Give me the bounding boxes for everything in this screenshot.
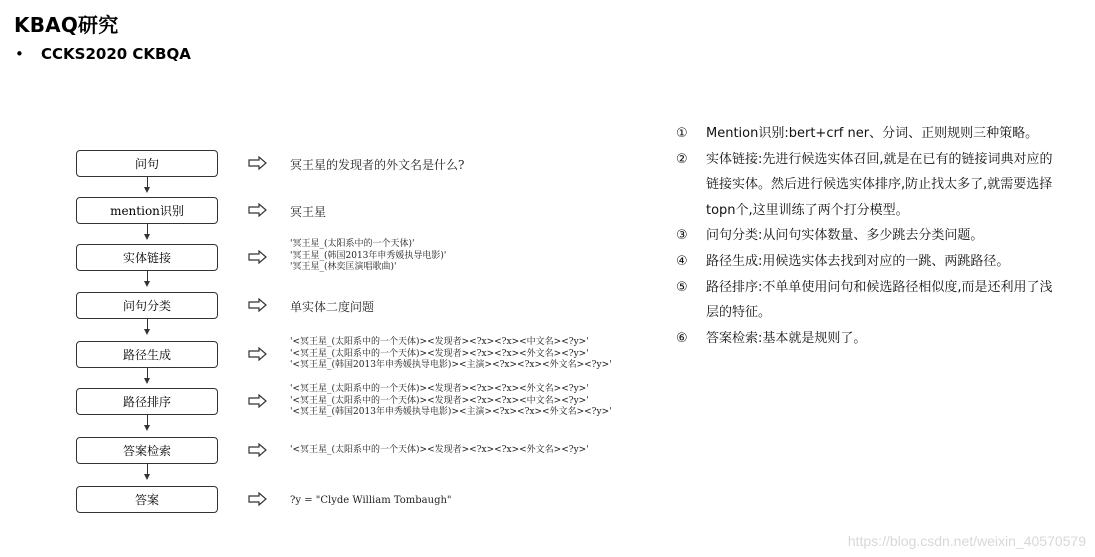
output-line: '<冥王星_(韩国2013年申秀媛执导电影)><主演><?x><?x><外文名><?y>' (290, 360, 612, 370)
list-item (676, 326, 1056, 352)
down-arrow (147, 271, 148, 285)
step-box-answer-retrieval: 答案检索 (76, 437, 218, 464)
item-text: 问句分类:从问句实体数量、多少跳去分类问题。 (706, 228, 984, 244)
notes-list (676, 121, 1056, 351)
step-box-classification: 问句分类 (76, 292, 218, 319)
step-output-answer (290, 495, 452, 507)
output-line: ?y = "Clyde William Tombaugh" (290, 495, 452, 506)
list-item (676, 223, 1056, 249)
right-arrow-icon (248, 347, 268, 361)
item-number: ③ (676, 228, 688, 244)
step-output-classification (290, 298, 374, 315)
output-line: '<冥王星_(太阳系中的一个天体)><发现者><?x><?x><外文名><?y>' (290, 348, 589, 359)
item-number: ① (676, 126, 688, 141)
down-arrow (147, 415, 148, 429)
item-number: ② (676, 151, 688, 167)
list-item (676, 121, 1056, 147)
step-box-question: 问句 (76, 150, 218, 177)
item-text: 答案检索:基本就是规则了。 (706, 330, 867, 346)
output-line: '冥王星_(韩国2013年申秀媛执导电影)' (290, 250, 447, 261)
output-line: '<冥王星_(太阳系中的一个天体)><发现者><?x><?x><中文名><?y>' (290, 395, 589, 406)
page-title: KBAQ研究 (14, 13, 119, 37)
watermark-url: https://blog.csdn.net/weixin_40570579 (847, 533, 1086, 549)
output-line: '<冥王星_(太阳系中的一个天体)><发现者><?x><?x><中文名><?y>' (290, 337, 589, 347)
output-line: '冥王星_(林奕匡演唱歌曲)' (290, 262, 397, 272)
output-line: 冥王星 (290, 205, 327, 219)
list-item (676, 275, 1056, 326)
right-arrow-icon (248, 492, 268, 506)
item-text: 实体链接:先进行候选实体召回,就是在已有的链接词典对应的链接实体。然后进行候选实体排序,防止找太多了,就需要选择topn个,这里训练了两个打分模型。 (706, 151, 1053, 218)
right-arrow-icon (248, 250, 268, 264)
output-line: 冥王星的发现者的外文名是什么? (290, 158, 465, 172)
step-box-entity-linking: 实体链接 (76, 244, 218, 271)
output-line: '冥王星_(太阳系中的一个天体)' (290, 239, 415, 249)
output-line: '<冥王星_(太阳系中的一个天体)><发现者><?x><?x><外文名><?y>' (290, 384, 589, 394)
down-arrow (147, 224, 148, 238)
step-output-entity-linking (290, 239, 446, 274)
item-text: Mention识别:bert+crf ner、分词、正则规则三种策略。 (706, 126, 1039, 141)
list-item (676, 249, 1056, 275)
right-arrow-icon (248, 298, 268, 312)
right-arrow-icon (248, 156, 268, 170)
item-number: ④ (676, 253, 688, 269)
step-box-mention: mention识别 (76, 197, 218, 224)
down-arrow (147, 177, 148, 191)
item-number: ⑥ (676, 330, 688, 346)
step-output-path-ranking (290, 384, 612, 419)
down-arrow (147, 464, 148, 478)
step-output-path-generation (290, 337, 612, 372)
subtitle: CCKS2020 CKBQA (41, 45, 191, 63)
output-line: '<冥王星_(太阳系中的一个天体)><发现者><?x><?x><外文名><?y>' (290, 445, 589, 455)
subtitle-bullet (15, 45, 191, 63)
down-arrow (147, 319, 148, 333)
step-box-path-generation: 路径生成 (76, 341, 218, 368)
down-arrow (147, 368, 148, 382)
right-arrow-icon (248, 394, 268, 408)
output-line: '<冥王星_(韩国2013年申秀媛执导电影)><主演><?x><?x><外文名><?y>' (290, 407, 612, 417)
step-output-mention (290, 203, 326, 220)
item-text: 路径排序:不单单使用问句和候选路径相似度,而是还利用了浅层的特征。 (706, 279, 1053, 321)
step-output-question (290, 156, 464, 173)
step-box-path-ranking: 路径排序 (76, 388, 218, 415)
list-item (676, 147, 1056, 224)
right-arrow-icon (248, 203, 268, 217)
right-arrow-icon (248, 443, 268, 457)
item-text: 路径生成:用候选实体去找到对应的一跳、两跳路径。 (706, 253, 1010, 269)
step-output-answer-retrieval (290, 445, 589, 457)
step-box-answer: 答案 (76, 486, 218, 513)
output-line: 单实体二度问题 (290, 300, 375, 314)
bullet-dot: • (15, 45, 24, 63)
item-number: ⑤ (676, 279, 688, 295)
